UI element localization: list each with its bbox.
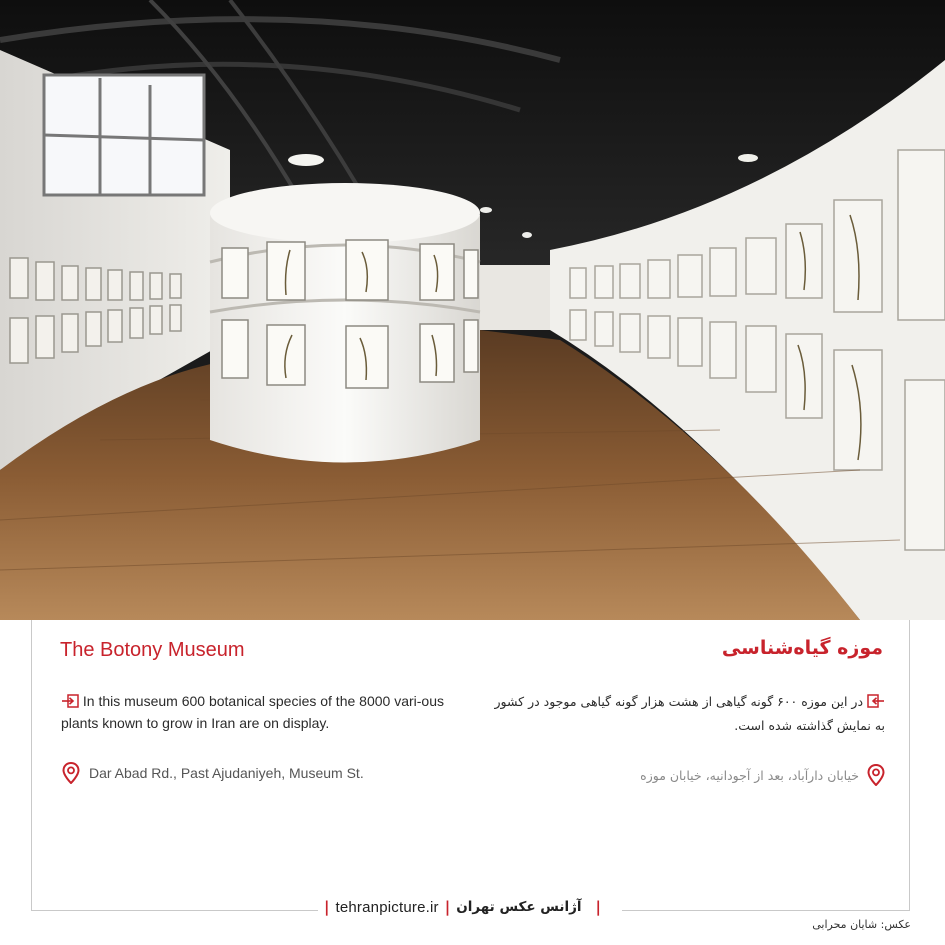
agency-name: آژانس عکس تهران (456, 899, 582, 915)
english-description-text: In this museum 600 botanical species of the 8000 vari-ous plants known to grow in Iran are on display. (61, 693, 444, 731)
english-address (62, 762, 364, 784)
map-pin-icon (62, 762, 80, 784)
english-title: The Botony Museum (60, 639, 245, 661)
persian-description-text: در این موزه ۶۰۰ گونه گیاهی از هشت هزار گونه گیاهی موجود در کشور به نمایش گذاشته شده است. (494, 694, 885, 733)
persian-description (490, 690, 885, 738)
footer-separator-left: | (324, 898, 330, 916)
photo-credit: عکس: شایان محرابی (812, 918, 911, 931)
persian-address-text: خیابان دارآباد، بعد از آجودانیه، خیابان موزه (640, 767, 859, 783)
arrow-in-icon (61, 692, 79, 706)
english-address-text: Dar Abad Rd., Past Ajudaniyeh, Museum St. (89, 765, 364, 781)
footer (322, 898, 603, 916)
footer-separator-right: | (595, 898, 601, 916)
website-link[interactable]: tehranpicture.ir (335, 898, 439, 916)
footer-separator-middle: | (444, 898, 451, 916)
map-pin-icon (867, 764, 885, 786)
persian-title: موزه گیاه‌شناسی (721, 637, 883, 659)
english-description (61, 690, 456, 734)
arrow-in-icon (867, 692, 885, 706)
persian-address (640, 764, 885, 786)
